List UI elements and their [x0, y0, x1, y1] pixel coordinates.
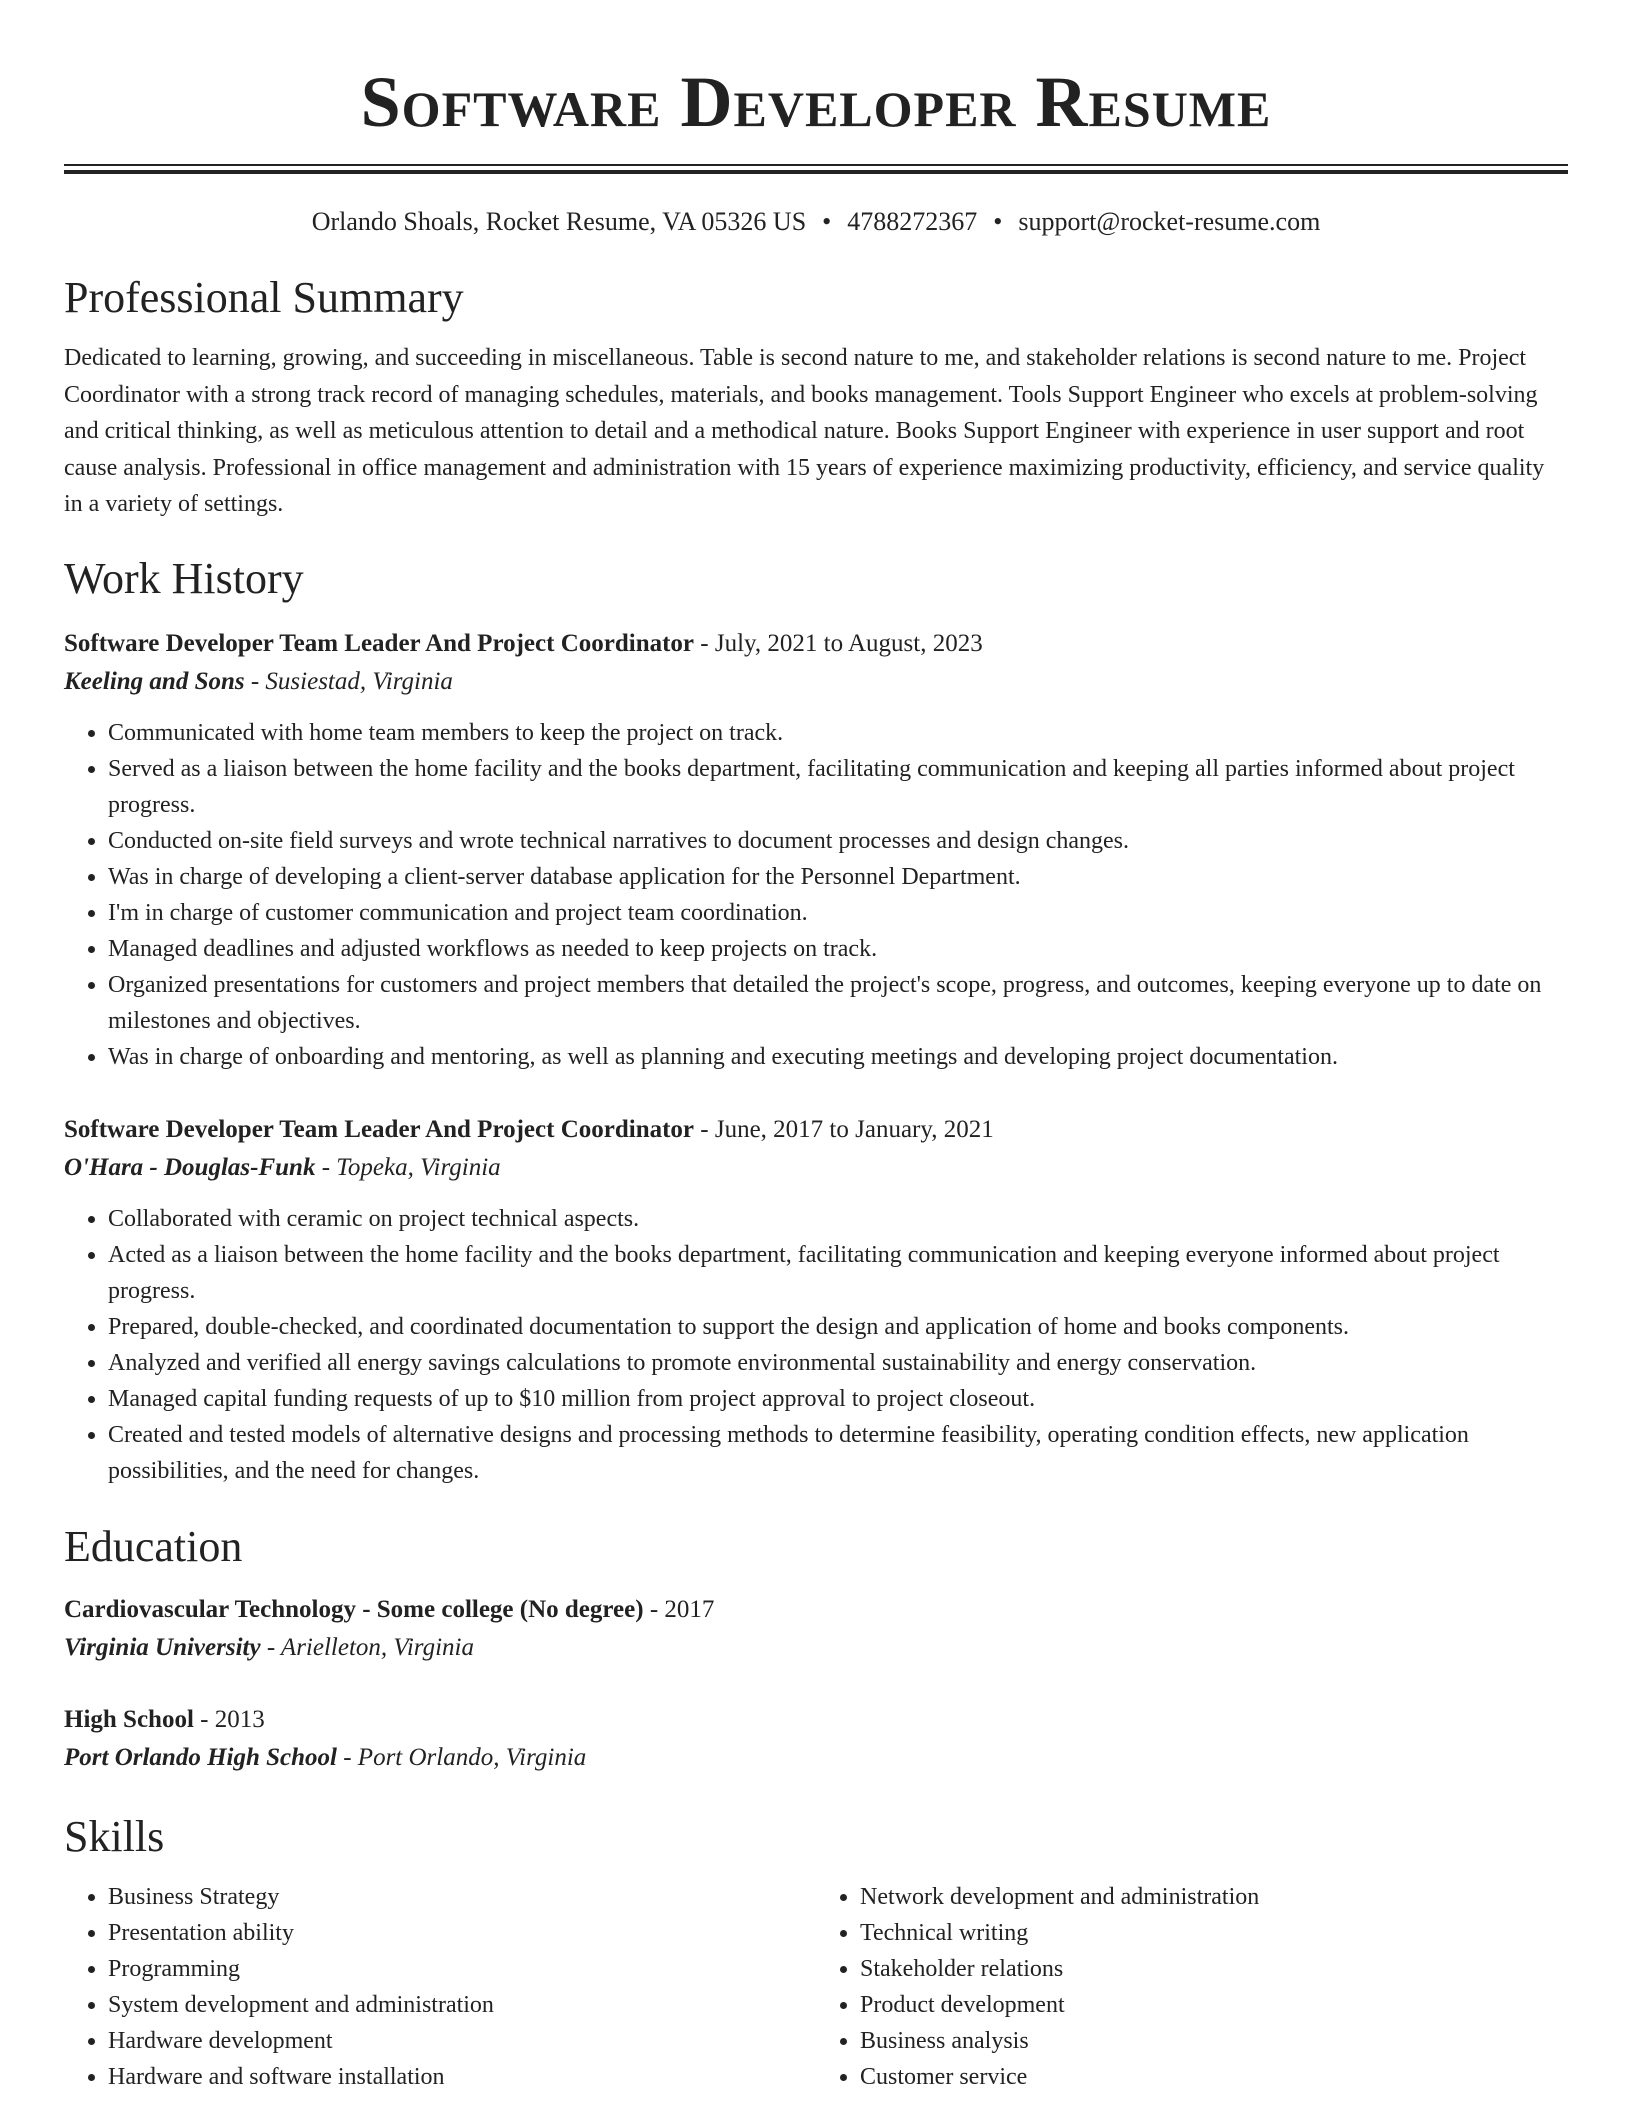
- summary-text: Dedicated to learning, growing, and succeeding in miscellaneous. Table is second nature to me, and stakeholder relations is second nature to me. Project Coordinator with a strong track record of managing schedules, materials, and books management. Tools Support Engineer who excels at problem-solving and critical thinking, as well as meticulous attention to detail and a methodical nature. Books Support Engineer with experience in user support and root cause analysis. Professional in office management and administration with 15 years of experience maximizing productivity, efficiency, and service quality in a variety of settings.: [64, 345, 1545, 517]
- list-item: • Organized presentations for customers and project members that detailed the project's scope, progress, and outcomes, keeping everyone up to date on milestones and objectives.: [108, 967, 1568, 1039]
- skill-item: • Programming: [108, 1951, 816, 1987]
- skills-grid: [64, 1879, 1568, 2095]
- skills-section: [64, 1809, 1568, 2095]
- skill-item: • Business Strategy: [108, 1879, 816, 1915]
- skill-item: • Hardware and software installation: [108, 2059, 816, 2095]
- skill-item: • Presentation ability: [108, 1915, 816, 1951]
- section-heading-summary: Professional Summary: [64, 273, 464, 322]
- list-item: • I'm in charge of customer communication and project team coordination.: [108, 895, 1568, 931]
- list-item: • Managed capital funding requests of up to $10 million from project approval to project closeout.: [108, 1381, 1568, 1417]
- skills-column-left: [64, 1879, 816, 2095]
- education-entry: [64, 1701, 1568, 1777]
- job-title: Software Developer Team Leader And Project Coordinator: [64, 629, 695, 657]
- list-item: • Served as a liaison between the home facility and the books department, facilitating communication and keeping all parties informed about project progress.: [108, 751, 1568, 823]
- contact-phone: 4788272367: [847, 207, 978, 236]
- degree: High School: [64, 1705, 194, 1733]
- skill-item: • Technical writing: [860, 1915, 1568, 1951]
- school-location: - Arielleton, Virginia: [260, 1633, 474, 1661]
- contact-address: Orlando Shoals, Rocket Resume, VA 05326 US: [311, 207, 807, 236]
- section-heading-education: Education: [64, 1521, 243, 1571]
- skills-column-right: [816, 1879, 1568, 2095]
- title-divider: [64, 164, 1568, 174]
- job-title: Software Developer Team Leader And Project Coordinator: [64, 1115, 695, 1143]
- work-history-section: [64, 551, 1568, 1489]
- job-company: Keeling and Sons: [64, 667, 245, 695]
- list-item: • Collaborated with ceramic on project technical aspects.: [108, 1201, 1568, 1237]
- list-item: • Communicated with home team members to keep the project on track.: [108, 715, 1568, 751]
- job-company-line: [64, 663, 1568, 701]
- list-item: • Acted as a liaison between the home facility and the books department, facilitating communication and keeping everyone informed about project progress.: [108, 1237, 1568, 1309]
- contact-line: [64, 204, 1568, 240]
- list-item: • Analyzed and verified all energy savings calculations to promote environmental sustainability and energy conservation.: [108, 1345, 1568, 1381]
- graduation-year: - 2013: [193, 1705, 265, 1733]
- professional-summary-section: [64, 270, 1568, 523]
- job-dates: - June, 2017 to January, 2021: [694, 1115, 994, 1143]
- school-line: [64, 1739, 1568, 1777]
- list-item: • Managed deadlines and adjusted workflows as needed to keep projects on track.: [108, 931, 1568, 967]
- job-location: - Susiestad, Virginia: [244, 667, 453, 695]
- degree-line: [64, 1591, 1568, 1629]
- skill-item: • Customer service: [860, 2059, 1568, 2095]
- section-heading-skills: Skills: [64, 1811, 165, 1861]
- job-entry: [64, 625, 1568, 1075]
- contact-separator: •: [993, 207, 1003, 236]
- list-item: • Prepared, double-checked, and coordinated documentation to support the design and application of home and books components.: [108, 1309, 1568, 1345]
- skill-item: • Stakeholder relations: [860, 1951, 1568, 1987]
- education-entry: [64, 1591, 1568, 1667]
- skill-item: • Business analysis: [860, 2023, 1568, 2059]
- skill-item: • Product development: [860, 1987, 1568, 2023]
- school-line: [64, 1629, 1568, 1667]
- skill-item: • System development and administration: [108, 1987, 816, 2023]
- job-dates: - July, 2021 to August, 2023: [694, 629, 983, 657]
- degree: Cardiovascular Technology - Some college (No degree): [64, 1595, 644, 1623]
- contact-separator: •: [822, 207, 832, 236]
- job-bullets: [64, 1201, 1568, 1489]
- job-company: O'Hara - Douglas-Funk: [64, 1153, 316, 1181]
- list-item: • Was in charge of developing a client-server database application for the Personnel Department.: [108, 859, 1568, 895]
- resume-page: [64, 0, 1568, 2095]
- list-item: • Created and tested models of alternative designs and processing methods to determine feasibility, operating condition effects, new application possibilities, and the need for changes.: [108, 1417, 1568, 1489]
- graduation-year: - 2017: [643, 1595, 715, 1623]
- list-item: • Was in charge of onboarding and mentoring, as well as planning and executing meetings and developing project documentation.: [108, 1039, 1568, 1075]
- school-name: Port Orlando High School: [64, 1743, 337, 1771]
- degree-line: [64, 1701, 1568, 1739]
- job-location: - Topeka, Virginia: [315, 1153, 501, 1181]
- list-item: • Conducted on-site field surveys and wrote technical narratives to document processes and design changes.: [108, 823, 1568, 859]
- job-entry: [64, 1111, 1568, 1489]
- contact-email: support@rocket-resume.com: [1018, 207, 1321, 236]
- school-location: - Port Orlando, Virginia: [336, 1743, 587, 1771]
- job-company-line: [64, 1149, 1568, 1187]
- section-heading-work-history: Work History: [64, 553, 304, 603]
- job-title-line: [64, 625, 1568, 663]
- page-title: Software Developer Resume: [360, 62, 1272, 142]
- job-title-line: [64, 1111, 1568, 1149]
- job-bullets: [64, 715, 1568, 1075]
- education-section: [64, 1519, 1568, 1777]
- skill-item: • Network development and administration: [860, 1879, 1568, 1915]
- school-name: Virginia University: [64, 1633, 261, 1661]
- skill-item: • Hardware development: [108, 2023, 816, 2059]
